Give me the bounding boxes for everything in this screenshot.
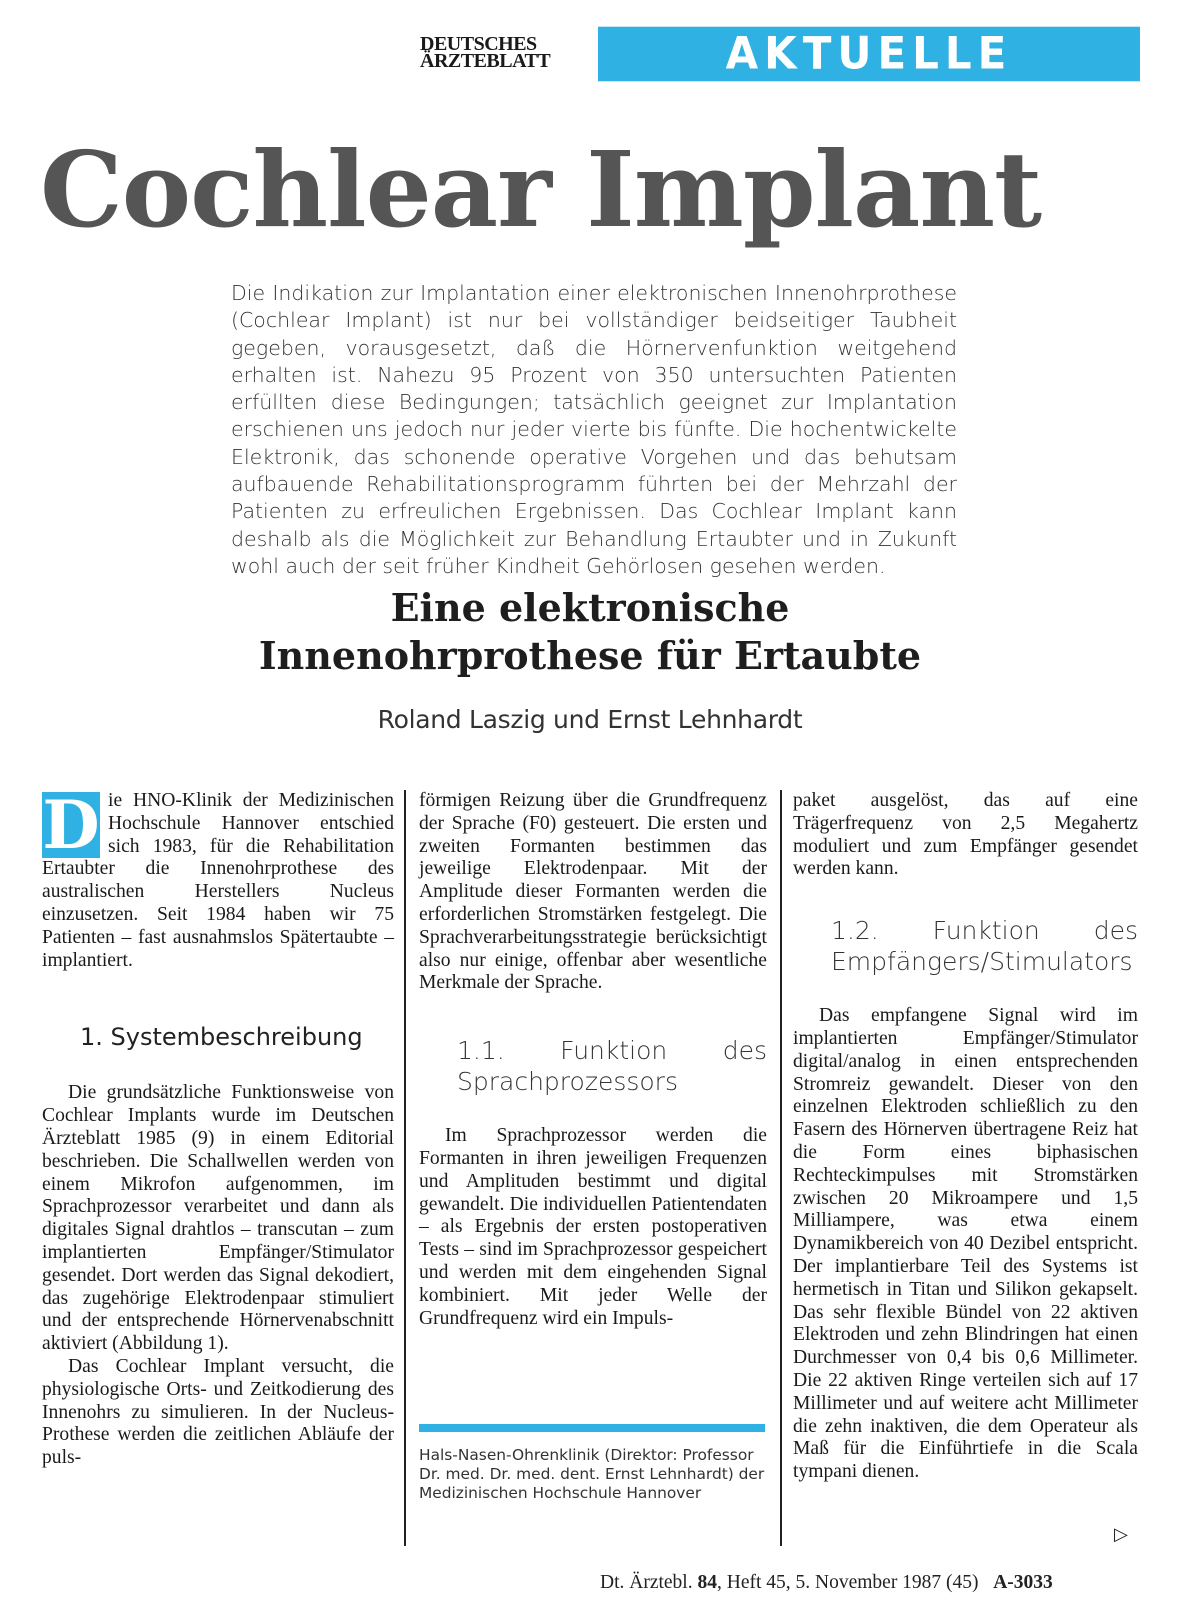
paragraph: Das Cochlear Implant versucht, die physiologische Orts- und Zeitkodierung des Innenohrs zu simulieren. In der Nucleus-Prothese werden die zeitlichen Abläufe der puls- [42,1355,394,1469]
column-rule [780,790,782,1546]
subsection-heading: 1.1. Funktion des Sprachprozessors [457,1036,767,1097]
issue-date: , Heft 45, 5. November 1987 (45) [716,1572,979,1593]
journal-abbrev: Dt. Ärztebl. [600,1572,693,1593]
subsection-heading: 1.2. Funktion des Empfängers/Stimulators [831,916,1138,977]
journal-masthead [420,33,590,72]
subtitle-line2: Innenohrprothese für Ertaubte [258,633,922,678]
paragraph: Im Sprachprozessor werden die Formanten in ihren jeweiligen Frequenzen und Amplituden bestimmt und digital gewandelt. Die individuellen Patientendaten – als Ergebnis der ersten postoperativen Tests – sind im Sprachprozessor gespeichert und werden mit dem eingehenden Signal kombiniert. Mit jeder Welle der Grundfrequenz wird ein Impuls- [419,1125,767,1329]
page-footer [600,1572,1140,1594]
abstract: Die Indikation zur Implantation einer elektronischen Innenohrprothese (Cochlear Implant) ist nur bei vollständiger beidseitiger Taubheit gegeben, vorausgesetzt, daß die Hörnervenfunktion weitgehend erhalten ist. Nahezu 95 Prozent von 350 untersuchten Patienten erfüllten diese Bedingungen; tatsächlich geeignet zur Implantation erschienen uns jedoch nur jeder vierte bis fünfte. Die hochentwickelte Elektronik, das schonende operative Vorgehen und das behutsam aufbauende Rehabilitationsprogramm führten bei der Mehrzahl der Patienten zu erfreulichen Ergebnissen. Das Cochlear Implant kann deshalb als die Möglichkeit zur Behandlung Ertaubter und in Zukunft wohl auch der seit früher Kindheit Gehörlosen gesehen werden. [231,281,957,578]
paragraph: Das empfangene Signal wird im implantierten Empfänger/Stimulator digital/analog in einen entsprechenden Stromreiz gewandelt. Dieser von den einzelnen Elektroden schließlich zu den Fasern des Hörnerven übertragene Reiz hat die Form eines biphasischen Rechteckimpulses mit Stromstärken zwischen 20 Mikroampere und 1,5 Milliampere, was etwa einem Dynamikbereich von 40 Dezibel entspricht. Der implantierbare Teil des Systems ist hermetisch in Titan und Silikon gekapselt. Das sehr flexible Bündel von 22 aktiven Elektroden und zehn Blindringen hat einen Durchmesser von 0,4 bis 0,6 Millimeter. Die 22 aktiven Ringe verteilen sich auf 17 Millimeter und auf weitere acht Millimeter die zehn inaktiven, die dem Operateur als Maß für die Einführtiefe in die Scala tympani dienen. [793,1005,1138,1483]
column-rule [404,790,406,1546]
affiliation-rule [419,1424,765,1432]
column-1 [42,786,394,1470]
paragraph: ie HNO-Klinik der Medizinischen Hochschule Hannover entschied sich 1983, für die Rehabilitation Ertaubter die Innenohrprothese des australischen Herstellers Nucleus einzusetzen. Seit 1984 haben wir 75 Patienten – fast ausnahmslos Spätertaubte – implantiert. [42,790,394,971]
author-affiliation: Hals-Nasen-Ohrenklinik (Direktor: Professor Dr. med. Dr. med. dent. Ernst Lehnhardt) der Medizinischen Hochschule Hannover [419,1446,765,1502]
paragraph: paket ausgelöst, das auf eine Trägerfrequenz von 2,5 Megahertz moduliert und zum Empfänger gesendet werden kann. [793,790,1138,880]
page-number: A-3033 [993,1572,1053,1593]
drop-cap: D [42,786,100,864]
column-3 [793,790,1138,1484]
article-subtitle [200,584,980,680]
paragraph: förmigen Reizung über die Grundfrequenz der Sprache (F0) gesteuert. Die ersten und zweiten Formanten bestimmen das jeweilige Elektrodenpaar. Mit der Amplitude dieser Formanten werden die erforderlichen Stromstärken festgelegt. Die Sprachverarbeitungsstrategie berücksichtigt also nur einige, offenbar aber wesentliche Merkmale der Sprache. [419,790,767,994]
masthead-line1: DEUTSCHES [420,33,537,55]
volume: 84 [697,1572,717,1593]
column-2 [419,790,767,1330]
section-heading: 1. Systembeschreibung [80,1023,363,1052]
continue-arrow-icon: ▷ [1114,1524,1128,1545]
section-rubric: AKTUELLE MEDIZIN [598,27,1140,82]
authors: Roland Laszig und Ernst Lehnhardt [377,705,803,734]
article-title: Cochlear Implant [40,128,1042,251]
paragraph: Die grundsätzliche Funktionsweise von Cochlear Implants wurde im Deutschen Ärzteblatt 1985 (9) in einem Editorial beschrieben. Die Schallwellen werden von einem Mikrofon aufgenommen, im Sprachprozessor verarbeitet und dann als digitales Signal drahtlos – transcutan – zum implantierten Empfänger/Stimulator gesendet. Dort werden das Signal dekodiert, das zugehörige Elektrodenpaar stimuliert und der entsprechende Hörnervenabschnitt aktiviert (Abbildung 1). [42,1082,394,1355]
masthead-line2: ÄRZTEBLATT [420,50,551,72]
subtitle-line1: Eine elektronische [390,585,790,630]
